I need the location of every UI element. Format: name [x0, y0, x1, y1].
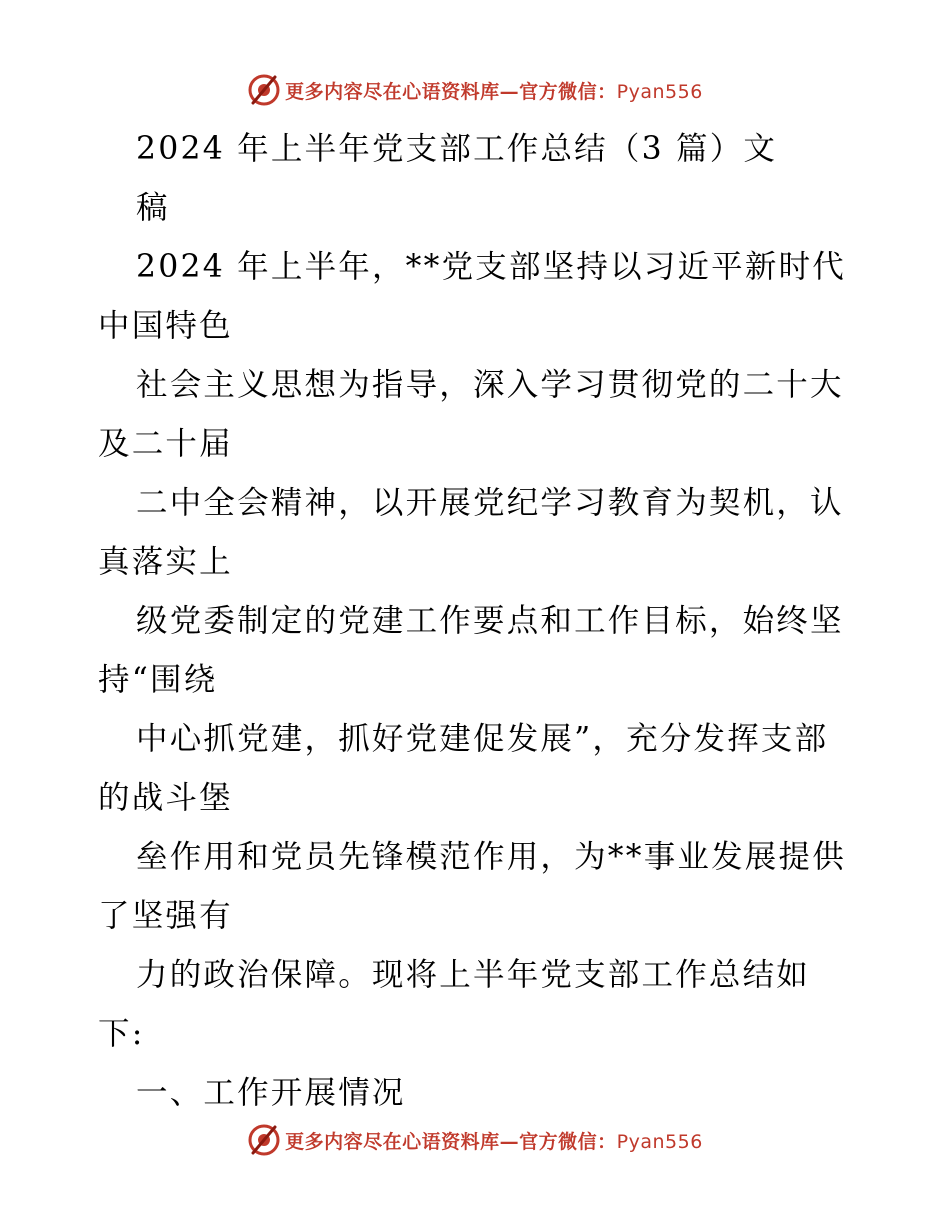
- watermark-text: 更多内容尽在心语资料库—官方微信：Pyan556: [285, 1130, 703, 1153]
- paragraph-line: 2024 年上半年，**党支部坚持以习近平新时代: [136, 249, 846, 285]
- paragraph-line: 二中全会精神，以开展党纪学习教育为契机，认: [136, 485, 844, 521]
- paragraph-line: 了坚强有: [98, 898, 233, 934]
- quill-logo-icon: [247, 73, 281, 107]
- section-heading: 一、工作开展情况: [136, 1075, 406, 1111]
- paragraph-line: 真落实上: [98, 544, 233, 580]
- watermark-text: 更多内容尽在心语资料库—官方微信：Pyan556: [285, 80, 703, 103]
- paragraph-line: 级党委制定的党建工作要点和工作目标，始终坚: [136, 603, 844, 639]
- paragraph-line: 及二十届: [98, 426, 233, 462]
- quill-logo-icon: [247, 1123, 281, 1157]
- paragraph-line: 力的政治保障。现将上半年党支部工作总结如: [136, 957, 811, 993]
- paragraph-line: 社会主义思想为指导，深入学习贯彻党的二十大: [136, 367, 844, 403]
- paragraph-line: 中国特色: [98, 308, 233, 344]
- paragraph-line: 的战斗堡: [98, 780, 233, 816]
- paragraph-line: 下:: [98, 1016, 145, 1052]
- watermark-footer: [0, 1120, 950, 1160]
- document-title-cont: 稿: [136, 190, 170, 226]
- paragraph-line: 中心抓党建，抓好党建促发展”，充分发挥支部: [136, 721, 829, 757]
- paragraph-line: 持“围绕: [98, 662, 218, 698]
- document-body: [98, 120, 858, 1123]
- paragraph-line: 垒作用和党员先锋模范作用，为**事业发展提供: [136, 839, 846, 875]
- watermark-header: [0, 70, 950, 110]
- document-title: 2024 年上半年党支部工作总结（3 篇）文: [136, 131, 778, 167]
